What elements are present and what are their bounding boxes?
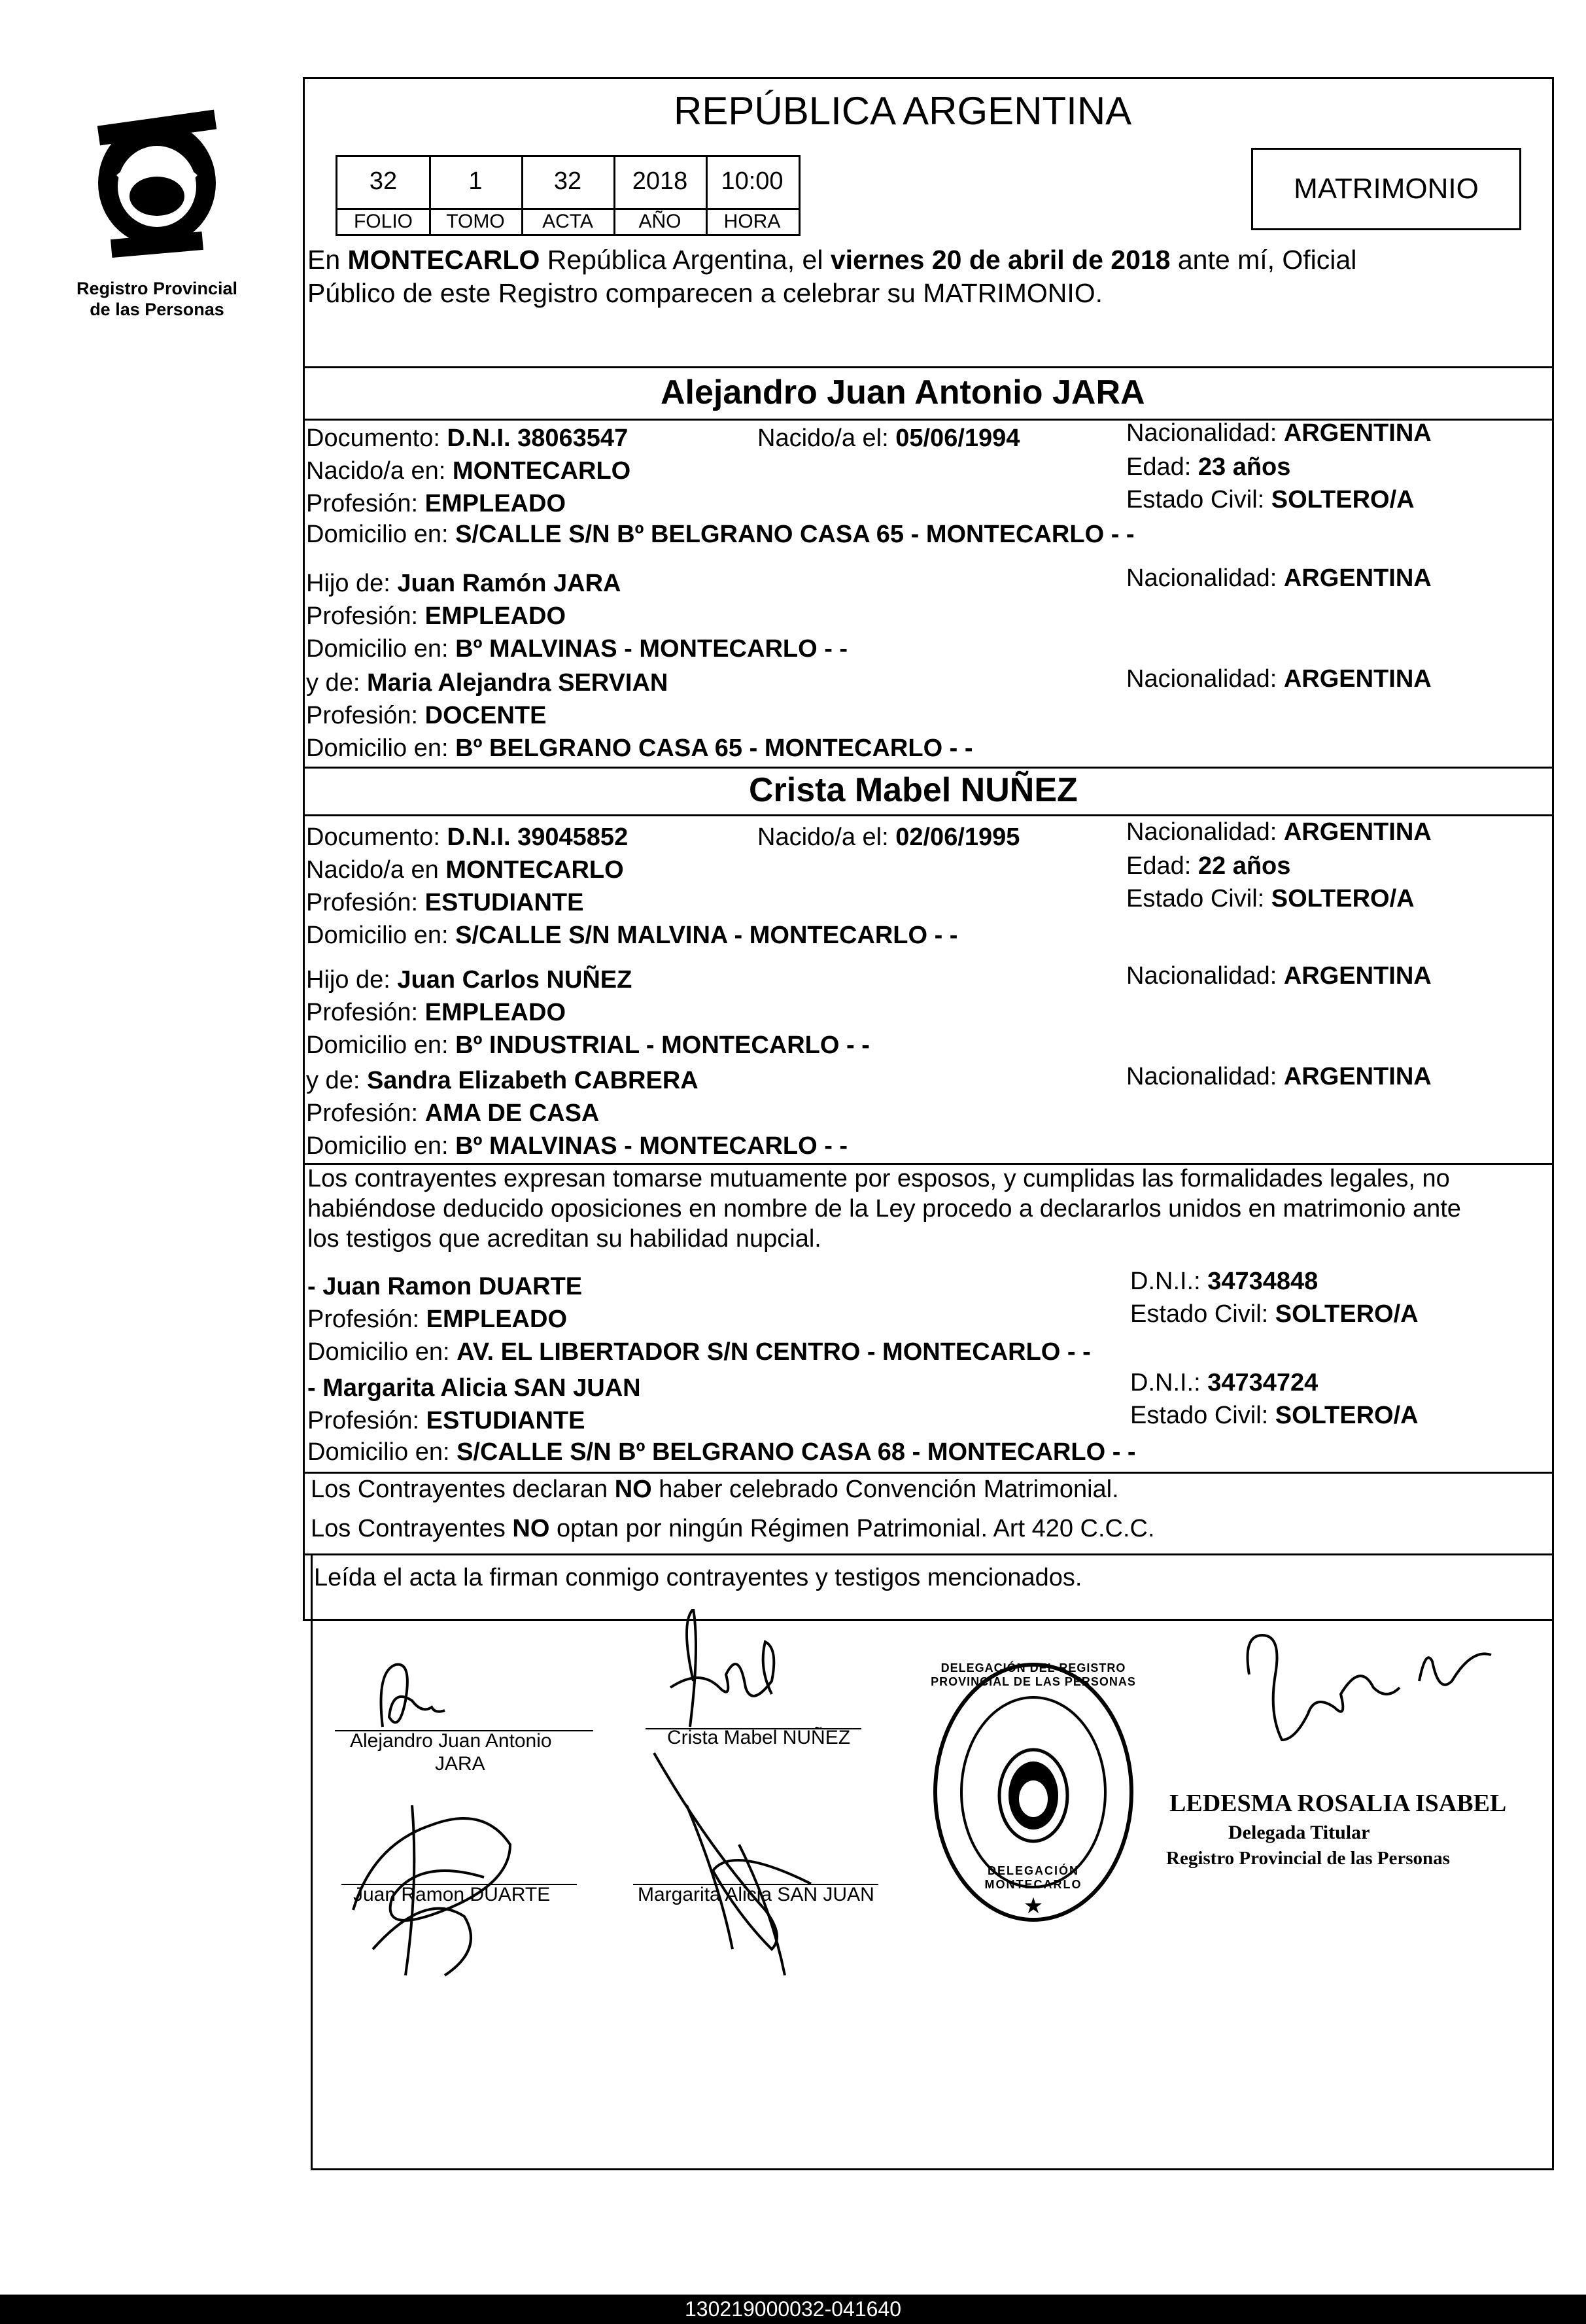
hour-label: HORA	[723, 211, 781, 232]
spouse1-age: 23 años	[1198, 453, 1291, 481]
misiones-coat-of-arms-icon	[72, 105, 242, 281]
spouse2-mother: Sandra Elizabeth CABRERA	[366, 1067, 698, 1094]
field-label: Domicilio en:	[307, 1338, 457, 1366]
convention-line-1	[311, 1475, 1119, 1504]
officer-role: Delegada Titular	[1228, 1822, 1370, 1843]
signature-1-name-line1: Alejandro Juan Antonio	[350, 1730, 552, 1752]
field-label: Documento:	[306, 425, 447, 452]
intro-date: viernes 20 de abril de 2018	[830, 245, 1171, 275]
spouse1-birthdate: 05/06/1994	[895, 425, 1020, 452]
intro-place: MONTECARLO	[347, 245, 540, 275]
field-label: Domicilio en:	[306, 735, 456, 762]
tomo-value: 1	[468, 167, 483, 195]
acta-label: ACTA	[542, 211, 593, 232]
svg-text:★: ★	[1023, 1893, 1044, 1919]
field-label: Estado Civil:	[1126, 486, 1271, 513]
convention-text: Los Contrayentes	[311, 1515, 513, 1542]
convention-text: haber celebrado Convención Matrimonial.	[651, 1476, 1119, 1503]
convention-text: optan por ningún Régimen Patrimonial. Art 420 C.C.C.	[549, 1515, 1155, 1542]
field-label: Profesión:	[306, 490, 425, 517]
spouse1-father: Juan Ramón JARA	[397, 570, 621, 597]
intro-text: En	[307, 245, 348, 275]
spouse1-profession: EMPLEADO	[424, 490, 566, 517]
field-label: Domicilio en:	[307, 1438, 457, 1466]
spouse1-mother: Maria Alejandra SERVIAN	[366, 669, 668, 697]
spouse1-mother-profession: DOCENTE	[424, 702, 547, 729]
intro-text: ante mí, Oficial	[1170, 245, 1357, 275]
field-label: Estado Civil:	[1130, 1300, 1275, 1328]
spouse1-birthplace: MONTECARLO	[452, 457, 631, 485]
field-label: Domicilio en:	[306, 1132, 456, 1160]
spouse2-name: Crista Mabel NUÑEZ	[749, 771, 1078, 809]
witness2-name: - Margarita Alicia SAN JUAN	[307, 1374, 641, 1402]
spouse2-nationality: ARGENTINA	[1283, 818, 1432, 846]
field-label: Profesión:	[306, 702, 425, 729]
spouse1-civil-status: SOLTERO/A	[1271, 486, 1415, 513]
tomo-label: TOMO	[446, 211, 505, 232]
spouse2-mother-nationality: ARGENTINA	[1283, 1063, 1432, 1090]
field-label: D.N.I.:	[1130, 1268, 1208, 1295]
convention-line-2	[311, 1514, 1155, 1543]
signature-officer-scribble	[1248, 1635, 1492, 1740]
declaration-line-3: los testigos que acreditan su habilidad nupcial.	[307, 1225, 821, 1253]
spouse2-mother-address: Bº MALVINAS - MONTECARLO - -	[455, 1132, 848, 1160]
spouse1-nationality: ARGENTINA	[1283, 419, 1432, 447]
field-label: Hijo de:	[306, 966, 398, 994]
spouse2-profession: ESTUDIANTE	[424, 889, 584, 916]
seal-inner-text: DELEGACIÓN MONTECARLO	[984, 1864, 1082, 1891]
spouse2-civil-status: SOLTERO/A	[1271, 885, 1415, 912]
acta-value: 32	[553, 167, 582, 195]
field-label: Domicilio en:	[306, 521, 456, 548]
footer-code: 130219000032-041640	[685, 2297, 901, 2321]
field-label: Nacionalidad:	[1126, 665, 1284, 693]
registry-data-table	[336, 155, 801, 236]
convention-no: NO	[614, 1476, 652, 1503]
field-label: Domicilio en:	[306, 635, 456, 663]
field-label: Domicilio en:	[306, 922, 456, 949]
field-label: Nacionalidad:	[1126, 419, 1284, 447]
spouse2-father-profession: EMPLEADO	[424, 999, 566, 1026]
year-value: 2018	[632, 167, 688, 195]
official-seal	[925, 1655, 1141, 1930]
spouse1-mother-address: Bº BELGRANO CASA 65 - MONTECARLO - -	[455, 735, 973, 762]
convention-text: Los Contrayentes declaran	[311, 1476, 615, 1503]
act-type-label: MATRIMONIO	[1294, 173, 1479, 205]
spouse1-father-address: Bº MALVINAS - MONTECARLO - -	[455, 635, 848, 663]
act-type-box	[1251, 148, 1521, 230]
field-label: Documento:	[306, 824, 447, 851]
footer-bar	[0, 2295, 1586, 2324]
signature-2-name: Crista Mabel NUÑEZ	[667, 1727, 851, 1748]
spouse2-mother-profession: AMA DE CASA	[424, 1100, 600, 1127]
field-label: Nacionalidad:	[1126, 818, 1284, 846]
field-label: Profesión:	[306, 999, 425, 1026]
field-label: D.N.I.:	[1130, 1369, 1208, 1396]
spouse1-father-nationality: ARGENTINA	[1283, 564, 1432, 592]
spouse2-father-address: Bº INDUSTRIAL - MONTECARLO - -	[455, 1032, 870, 1059]
field-label: Hijo de:	[306, 570, 398, 597]
seal-outer-text: DELEGACIÓN DEL REGISTRO PROVINCIAL DE LAS PERSONAS	[931, 1661, 1136, 1688]
spouse2-father-nationality: ARGENTINA	[1283, 962, 1432, 990]
officer-office: Registro Provincial de las Personas	[1166, 1848, 1450, 1869]
spouse2-address: S/CALLE S/N MALVINA - MONTECARLO - -	[455, 922, 958, 949]
signature-4-name: Margarita Alicia SAN JUAN	[638, 1884, 874, 1905]
year-label: AÑO	[638, 211, 681, 232]
spouse2-dni: D.N.I. 39045852	[447, 824, 629, 851]
witness1-name: - Juan Ramon DUARTE	[307, 1273, 583, 1300]
field-label: Profesión:	[307, 1306, 426, 1333]
folio-value: 32	[369, 167, 398, 195]
page-title: REPÚBLICA ARGENTINA	[674, 89, 1132, 133]
spouse1-dni: D.N.I. 38063547	[447, 425, 629, 452]
convention-no: NO	[512, 1515, 550, 1542]
declaration-line-1: Los contrayentes expresan tomarse mutuamente por esposos, y cumplidas las formalidades legales, no	[307, 1165, 1450, 1192]
field-label: y de:	[306, 669, 367, 697]
spouse1-mother-nationality: ARGENTINA	[1283, 665, 1432, 693]
closing-text: Leída el acta la firman conmigo contrayentes y testigos mencionados.	[314, 1564, 1082, 1591]
spouse2-birthdate: 02/06/1995	[895, 824, 1020, 851]
field-label: Profesión:	[306, 1100, 425, 1127]
witness2-profession: ESTUDIANTE	[426, 1407, 585, 1434]
field-label: Edad:	[1126, 453, 1198, 481]
witness2-address: S/CALLE S/N Bº BELGRANO CASA 68 - MONTECARLO - -	[457, 1438, 1136, 1466]
registry-logo	[72, 105, 242, 281]
spouse1-name: Alejandro Juan Antonio JARA	[661, 373, 1145, 411]
field-label: Nacionalidad:	[1126, 962, 1284, 990]
witness1-civil-status: SOLTERO/A	[1275, 1300, 1419, 1328]
logo-caption-2: de las Personas	[90, 300, 224, 319]
field-label: Nacido/a el:	[757, 425, 896, 452]
signature-2-scribble	[654, 1609, 811, 1975]
signature-3-name: Juan Ramon DUARTE	[353, 1884, 551, 1905]
spouse2-birthplace: MONTECARLO	[445, 856, 624, 884]
witness1-dni: 34734848	[1207, 1268, 1319, 1295]
field-label: Profesión:	[306, 602, 425, 630]
spouse2-age: 22 años	[1198, 852, 1291, 880]
folio-label: FOLIO	[353, 211, 413, 232]
spouse1-address: S/CALLE S/N Bº BELGRANO CASA 65 - MONTECARLO - -	[455, 521, 1135, 548]
field-label: Nacido/a el:	[757, 824, 896, 851]
field-label: Estado Civil:	[1130, 1402, 1275, 1429]
signature-1-scribble	[353, 1665, 510, 1975]
spouse1-father-profession: EMPLEADO	[424, 602, 566, 630]
field-label: Profesión:	[307, 1407, 426, 1434]
field-label: Edad:	[1126, 852, 1198, 880]
intro-text: República Argentina, el	[540, 245, 831, 275]
hour-value: 10:00	[721, 167, 784, 195]
spouse2-father: Juan Carlos NUÑEZ	[397, 966, 632, 994]
witness1-address: AV. EL LIBERTADOR S/N CENTRO - MONTECARLO - -	[457, 1338, 1091, 1366]
field-label: Nacionalidad:	[1126, 564, 1284, 592]
field-label: Estado Civil:	[1126, 885, 1271, 912]
field-label: Nacionalidad:	[1126, 1063, 1284, 1090]
witness2-dni: 34734724	[1207, 1369, 1319, 1396]
witness1-profession: EMPLEADO	[426, 1306, 568, 1333]
witness2-civil-status: SOLTERO/A	[1275, 1402, 1419, 1429]
field-label: y de:	[306, 1067, 367, 1094]
logo-caption-1: Registro Provincial	[76, 279, 238, 298]
field-label: Domicilio en:	[306, 1032, 456, 1059]
field-label: Nacido/a en	[306, 856, 446, 884]
field-label: Nacido/a en:	[306, 457, 453, 485]
officer-name: LEDESMA ROSALIA ISABEL	[1169, 1790, 1507, 1817]
field-label: Profesión:	[306, 889, 425, 916]
declaration-line-2: habiéndose deducido oposiciones en nombre de la Ley procedo a declararlos unidos en matrimonio ante	[307, 1195, 1461, 1223]
signature-1-name-line2: JARA	[435, 1753, 485, 1775]
intro-text-2: Público de este Registro comparecen a celebrar su MATRIMONIO.	[307, 278, 1103, 308]
